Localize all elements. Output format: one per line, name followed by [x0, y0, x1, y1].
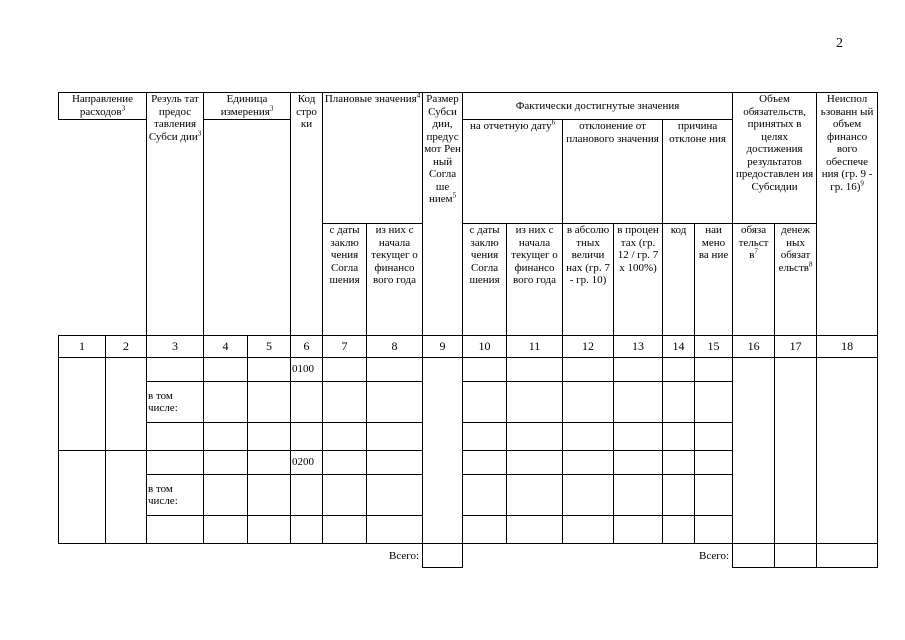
header-unused: Неиспол ьзованн ый объем финансо вого обеспече ния (гр. 9 - гр. 16)$^9$: [817, 93, 878, 336]
data-cell[interactable]: [695, 475, 733, 516]
data-cell[interactable]: [291, 382, 323, 423]
data-cell[interactable]: [147, 516, 204, 544]
column-number: 16: [733, 336, 775, 358]
data-cell[interactable]: [817, 358, 878, 544]
subheader-actual-from-agreement-date: с даты заклю чения Согла шения: [463, 224, 507, 336]
data-cell[interactable]: [147, 451, 204, 475]
data-cell[interactable]: [695, 451, 733, 475]
data-cell[interactable]: [614, 358, 663, 382]
column-number: 4: [204, 336, 248, 358]
data-cell[interactable]: [248, 451, 291, 475]
data-cell[interactable]: [204, 358, 248, 382]
data-cell[interactable]: [204, 475, 248, 516]
data-cell[interactable]: [367, 358, 423, 382]
data-cell[interactable]: [204, 451, 248, 475]
column-number: 17: [775, 336, 817, 358]
data-cell[interactable]: [563, 358, 614, 382]
data-cell[interactable]: [563, 382, 614, 423]
data-cell[interactable]: [291, 516, 323, 544]
data-cell[interactable]: [563, 516, 614, 544]
data-cell[interactable]: [423, 358, 463, 544]
data-cell[interactable]: [323, 358, 367, 382]
data-cell[interactable]: [323, 475, 367, 516]
data-cell[interactable]: [614, 451, 663, 475]
data-cell[interactable]: [248, 358, 291, 382]
column-number: 1: [59, 336, 106, 358]
subheader-from-fy-start: из них с начала текущег о финансо вого года: [367, 224, 423, 336]
subheader-absolute: в абсолю тных величи нах (гр. 7 - гр. 10): [563, 224, 614, 336]
data-cell[interactable]: [614, 516, 663, 544]
data-cell[interactable]: [507, 451, 563, 475]
data-cell[interactable]: [463, 358, 507, 382]
data-cell[interactable]: [323, 423, 367, 451]
header-deviation-reason: причина отклоне ния: [663, 120, 733, 224]
data-cell[interactable]: [323, 516, 367, 544]
including-label: в том числе:: [147, 475, 204, 516]
total-cell[interactable]: [733, 544, 775, 568]
subheader-percent: в процен тах (гр. 12 / гр. 7 х 100%): [614, 224, 663, 336]
data-cell[interactable]: [663, 382, 695, 423]
data-cell[interactable]: [291, 423, 323, 451]
data-cell[interactable]: [59, 451, 106, 544]
column-number: 5: [248, 336, 291, 358]
total-cell[interactable]: [423, 544, 463, 568]
header-subsidy-size: Размер Субси дии, предус мот Рен ный Согла ше нием$^5$: [423, 93, 463, 336]
column-number: 7: [323, 336, 367, 358]
data-cell[interactable]: [248, 423, 291, 451]
data-cell[interactable]: [663, 516, 695, 544]
data-cell[interactable]: [507, 516, 563, 544]
subheader-from-agreement-date: с даты заклю чения Согла шения: [323, 224, 367, 336]
column-number: 6: [291, 336, 323, 358]
data-cell[interactable]: [59, 358, 106, 451]
data-cell[interactable]: [367, 382, 423, 423]
data-cell[interactable]: [663, 451, 695, 475]
data-cell[interactable]: [695, 516, 733, 544]
data-cell[interactable]: [147, 423, 204, 451]
data-cell[interactable]: [563, 451, 614, 475]
row-code: 0200: [291, 451, 323, 475]
data-cell[interactable]: [463, 382, 507, 423]
header-result: Резуль тат предос тавления Субси дии$^3$: [147, 93, 204, 336]
data-cell[interactable]: [695, 382, 733, 423]
data-cell[interactable]: [695, 423, 733, 451]
header-obligations-volume: Объем обязательств, принятых в целях достижения результатов предоставлен ия Субсидии: [733, 93, 817, 224]
column-number: 12: [563, 336, 614, 358]
data-cell[interactable]: [291, 475, 323, 516]
data-cell[interactable]: [367, 475, 423, 516]
column-number: 10: [463, 336, 507, 358]
data-cell[interactable]: [733, 358, 775, 544]
data-cell[interactable]: [563, 475, 614, 516]
column-number: 2: [106, 336, 147, 358]
data-cell[interactable]: [507, 423, 563, 451]
header-planned: Плановые значения$^4$: [323, 93, 423, 224]
header-unit-spacer: [204, 120, 291, 336]
total-label-left: Всего:: [59, 544, 423, 568]
data-cell[interactable]: [463, 451, 507, 475]
data-cell[interactable]: [507, 475, 563, 516]
subheader-obligations: обяза тельст $в^7$: [733, 224, 775, 336]
subheader-actual-from-fy-start: из них с начала текущег о финансо вого года: [507, 224, 563, 336]
column-number: 14: [663, 336, 695, 358]
subheader-reason-code: код: [663, 224, 695, 336]
data-cell[interactable]: [323, 382, 367, 423]
header-direction: Направление расходов$^3$: [59, 93, 147, 120]
data-cell[interactable]: [695, 358, 733, 382]
data-cell[interactable]: [563, 423, 614, 451]
header-actual: Фактически достигнутые значения: [463, 93, 733, 120]
data-cell[interactable]: [463, 423, 507, 451]
data-cell[interactable]: [614, 382, 663, 423]
column-number: 15: [695, 336, 733, 358]
data-cell[interactable]: [147, 358, 204, 382]
data-cell[interactable]: [248, 516, 291, 544]
data-cell[interactable]: [367, 451, 423, 475]
data-cell[interactable]: [367, 423, 423, 451]
data-cell[interactable]: [248, 475, 291, 516]
report-table: [58, 92, 878, 568]
data-cell[interactable]: [106, 358, 147, 451]
header-unit: Единица измерения$^3$: [204, 93, 291, 120]
total-cell[interactable]: [817, 544, 878, 568]
data-cell[interactable]: [663, 358, 695, 382]
data-cell[interactable]: [204, 423, 248, 451]
including-label: в том числе:: [147, 382, 204, 423]
data-cell[interactable]: [204, 382, 248, 423]
total-cell[interactable]: [775, 544, 817, 568]
data-cell[interactable]: [614, 475, 663, 516]
column-number: 9: [423, 336, 463, 358]
data-cell[interactable]: [204, 516, 248, 544]
data-cell[interactable]: [507, 382, 563, 423]
column-number: 13: [614, 336, 663, 358]
column-number: 3: [147, 336, 204, 358]
data-cell[interactable]: [463, 475, 507, 516]
data-cell[interactable]: [663, 423, 695, 451]
subheader-monetary-obligations: денеж ных обязат ельств$^8$: [775, 224, 817, 336]
header-direction-spacer: [59, 120, 147, 336]
data-cell[interactable]: [614, 423, 663, 451]
data-cell[interactable]: [106, 451, 147, 544]
header-at-report-date: на отчетную дату$^6$: [463, 120, 563, 224]
total-label-right: Всего:: [463, 544, 733, 568]
row-code: 0100: [291, 358, 323, 382]
column-number: 11: [507, 336, 563, 358]
header-deviation: отклонение от планового значения: [563, 120, 663, 224]
data-cell[interactable]: [463, 516, 507, 544]
data-cell[interactable]: [367, 516, 423, 544]
page-number: 2: [836, 36, 843, 51]
header-row-code: Код стро ки: [291, 93, 323, 336]
data-cell[interactable]: [248, 382, 291, 423]
data-cell[interactable]: [663, 475, 695, 516]
data-cell[interactable]: [323, 451, 367, 475]
column-number: 8: [367, 336, 423, 358]
column-number: 18: [817, 336, 878, 358]
data-cell[interactable]: [507, 358, 563, 382]
data-cell[interactable]: [775, 358, 817, 544]
subheader-reason-name: наи мено ва ние: [695, 224, 733, 336]
